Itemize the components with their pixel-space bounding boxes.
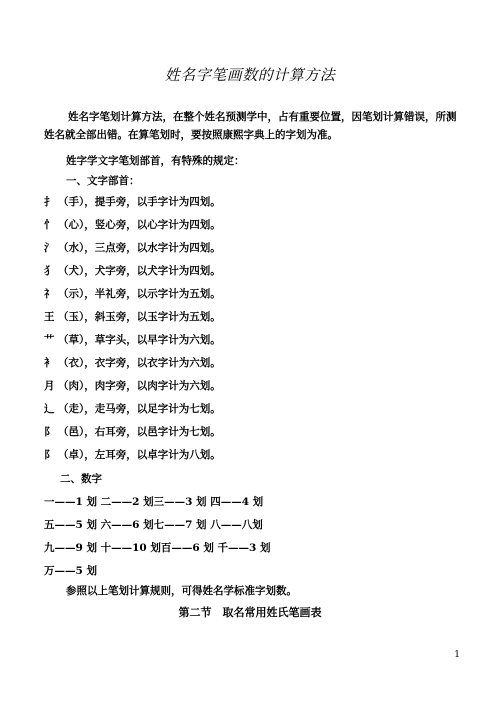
number-row: 万——5 划 bbox=[44, 565, 97, 577]
radical-text: （卓），左耳旁，以卓字计为八划。 bbox=[58, 449, 221, 461]
radical-row bbox=[44, 379, 221, 393]
radical-row bbox=[44, 195, 221, 209]
radical-row bbox=[44, 264, 221, 278]
radical-char: 扌 bbox=[44, 196, 55, 208]
radical-row bbox=[44, 241, 221, 255]
radical-text: （示），半礼旁，以示字计为五划。 bbox=[58, 288, 221, 300]
radical-text: （心），竖心旁，以心字计为四划。 bbox=[58, 219, 221, 231]
closing-line: 参照以上笔划计算规则，可得姓名学标准字划数。 bbox=[66, 585, 297, 597]
radical-char: 艹 bbox=[44, 334, 55, 346]
part2-heading: 二、数字 bbox=[60, 473, 102, 485]
radical-char: 犭 bbox=[44, 265, 55, 277]
radical-char: 王 bbox=[44, 311, 55, 323]
radical-char: 礻 bbox=[44, 288, 55, 300]
radical-char: 衤 bbox=[44, 357, 55, 369]
radical-text: （草），草字头，以早字计为六划。 bbox=[58, 334, 221, 346]
radical-row bbox=[44, 448, 221, 462]
radical-row bbox=[44, 425, 221, 439]
radical-char: 辶 bbox=[44, 403, 55, 415]
radical-char: 氵 bbox=[44, 242, 55, 254]
radical-char: 阝 bbox=[44, 426, 55, 438]
radical-row bbox=[44, 356, 221, 370]
radical-char: 阝 bbox=[44, 449, 55, 461]
radical-text: （走），走马旁，以足字计为七划。 bbox=[58, 403, 221, 415]
radical-text: （玉），斜玉旁，以玉字计为五划。 bbox=[58, 311, 221, 323]
rule-line: 姓字学文字笔划部首，有特殊的规定： bbox=[66, 155, 245, 167]
radical-char: 月 bbox=[44, 380, 55, 392]
part1-heading: 一、文字部首： bbox=[66, 175, 140, 187]
radical-text: （手），提手旁，以手字计为四划。 bbox=[58, 196, 221, 208]
radical-text: （肉），肉字旁，以肉字计为六划。 bbox=[58, 380, 221, 392]
radical-row bbox=[44, 218, 221, 232]
radical-text: （衣），衣字旁，以衣字计为六划。 bbox=[58, 357, 221, 369]
page-title: 姓名字笔画数的计算方法 bbox=[164, 66, 336, 84]
page-number: 1 bbox=[454, 650, 460, 660]
radical-row bbox=[44, 333, 221, 347]
radical-text: （邑），右耳旁，以邑字计为七划。 bbox=[58, 426, 221, 438]
section-title: 第二节 取名常用姓氏笔画表 bbox=[178, 606, 322, 619]
radical-text: （水），三点旁，以水字计为四划。 bbox=[58, 242, 221, 254]
intro-paragraph: 姓名字笔划计算方法，在整个姓名预测学中，占有重要位置，因笔划计算错误，所测姓名就全部出错。在算笔划时，要按照康熙字典上的字划为准。 bbox=[44, 111, 457, 141]
radical-row bbox=[44, 402, 221, 416]
radical-text: （犬），犬字旁，以犬字计为四划。 bbox=[58, 265, 221, 277]
radical-char: 忄 bbox=[44, 219, 55, 231]
number-row: 五——5 划 六——6 划七——7 划 八——八划 bbox=[44, 519, 263, 531]
radical-row bbox=[44, 310, 221, 324]
number-row: 九——9 划 十——10 划百——6 划 千——3 划 bbox=[44, 542, 271, 554]
radical-row bbox=[44, 287, 221, 301]
number-row: 一——1 划 二——2 划三——3 划 四——4 划 bbox=[44, 496, 264, 508]
